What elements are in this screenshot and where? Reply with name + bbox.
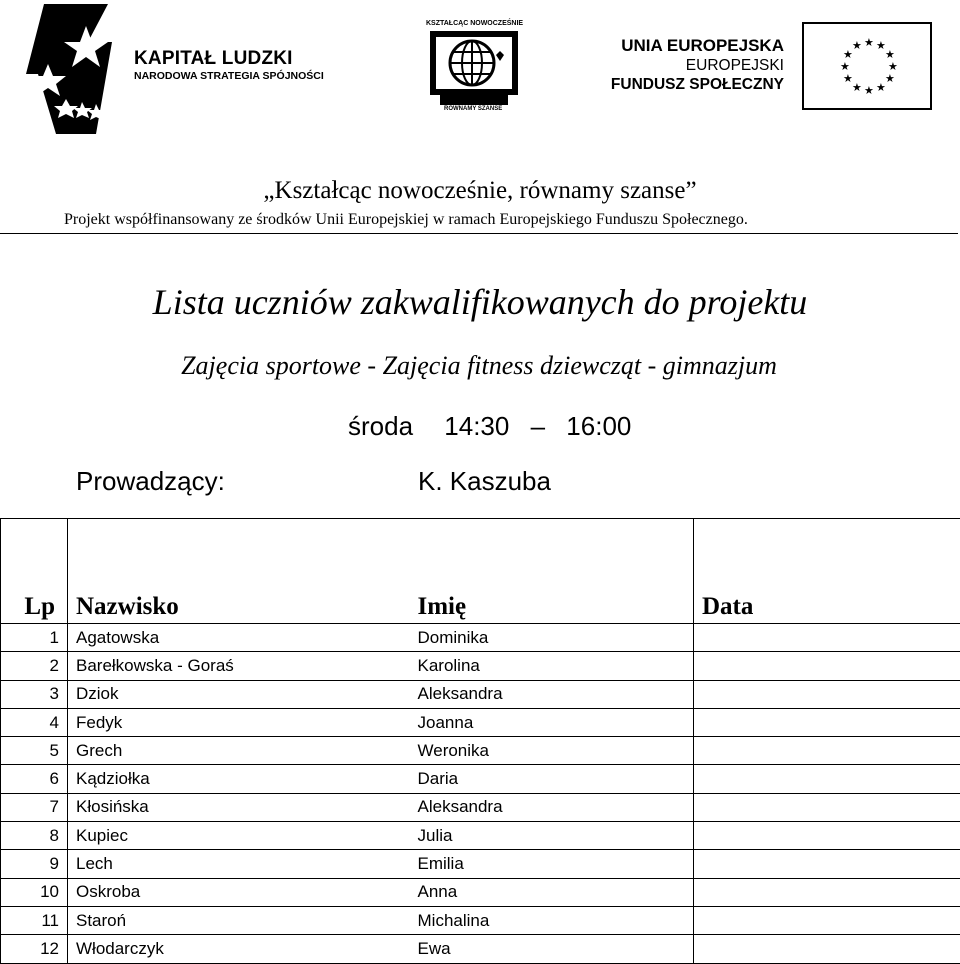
instructor-label: Prowadzący:	[76, 466, 225, 496]
table-row	[1, 793, 960, 821]
row-lp: 1	[1, 624, 68, 652]
svg-text:★: ★	[843, 48, 853, 61]
table-row	[1, 680, 960, 708]
schedule-day: środa	[348, 411, 414, 441]
row-name: Daria	[410, 765, 694, 793]
row-surname: Barełkowska - Goraś	[68, 652, 410, 680]
row-surname: Lech	[68, 850, 410, 878]
row-surname: Grech	[68, 737, 410, 765]
row-date	[694, 765, 960, 793]
row-name: Dominika	[410, 624, 694, 652]
table-row	[1, 652, 960, 680]
row-surname: Kądziołka	[68, 765, 410, 793]
svg-text:★: ★	[843, 72, 853, 85]
header-lp: Lp	[1, 519, 68, 624]
svg-text:★: ★	[864, 84, 874, 97]
row-lp: 5	[1, 737, 68, 765]
row-date	[694, 708, 960, 736]
row-date	[694, 793, 960, 821]
row-name: Emilia	[410, 850, 694, 878]
ksztalcac-nowoczesnie-logo	[424, 20, 524, 116]
row-name: Michalina	[410, 906, 694, 934]
table-row	[1, 822, 960, 850]
row-surname: Staroń	[68, 906, 410, 934]
row-name: Anna	[410, 878, 694, 906]
row-surname: Agatowska	[68, 624, 410, 652]
row-surname: Kupiec	[68, 822, 410, 850]
row-lp: 10	[1, 878, 68, 906]
header-name: Imię	[410, 519, 694, 624]
row-date	[694, 652, 960, 680]
eu-flag-icon	[802, 22, 932, 110]
row-date	[694, 878, 960, 906]
schedule-end: 16:00	[566, 411, 632, 441]
table-row	[1, 708, 960, 736]
kapital-ludzki-logo	[26, 4, 326, 134]
row-date	[694, 822, 960, 850]
svg-text:★: ★	[888, 60, 898, 73]
row-date	[694, 906, 960, 934]
svg-text:★: ★	[840, 60, 850, 73]
svg-text:★: ★	[885, 48, 895, 61]
project-title: „Kształcąc nowocześnie, równamy szanse”	[263, 177, 697, 204]
row-name: Ewa	[410, 935, 694, 963]
table-header-row	[1, 519, 960, 624]
row-surname: Włodarczyk	[68, 935, 410, 963]
row-date	[694, 624, 960, 652]
row-surname: Dziok	[68, 680, 410, 708]
ksztalcac-logo-top-text: KSZTAŁCĄC NOWOCZEŚNIE	[426, 20, 524, 27]
svg-text:★: ★	[852, 81, 862, 94]
svg-text:★: ★	[852, 39, 862, 52]
row-date	[694, 737, 960, 765]
row-name: Aleksandra	[410, 793, 694, 821]
star-logo-icon	[26, 4, 138, 134]
table-body	[1, 624, 960, 964]
ue-line-3: FUNDUSZ SPOŁECZNY	[610, 76, 784, 93]
row-lp: 9	[1, 850, 68, 878]
list-title: Lista uczniów zakwalifikowanych do projektu	[152, 282, 808, 322]
row-name: Karolina	[410, 652, 694, 680]
students-table	[0, 518, 960, 964]
row-name: Aleksandra	[410, 680, 694, 708]
ue-line-1: UNIA EUROPEJSKA	[621, 36, 784, 55]
table-row	[1, 765, 960, 793]
kapital-ludzki-title: KAPITAŁ LUDZKI	[134, 48, 293, 69]
table-row	[1, 624, 960, 652]
svg-text:★: ★	[885, 72, 895, 85]
row-lp: 3	[1, 680, 68, 708]
ue-line-2: EUROPEJSKI	[685, 57, 784, 74]
row-surname: Fedyk	[68, 708, 410, 736]
table-row	[1, 850, 960, 878]
table-row	[1, 878, 960, 906]
monitor-globe-icon	[428, 29, 520, 107]
row-name: Julia	[410, 822, 694, 850]
table-row	[1, 935, 960, 963]
unia-europejska-logo	[600, 22, 940, 114]
row-lp: 2	[1, 652, 68, 680]
row-lp: 7	[1, 793, 68, 821]
schedule	[348, 410, 645, 442]
row-date	[694, 935, 960, 963]
schedule-dash: –	[530, 411, 546, 441]
kapital-ludzki-subtitle: NARODOWA STRATEGIA SPÓJNOŚCI	[134, 70, 324, 82]
table-row	[1, 906, 960, 934]
ksztalcac-logo-bottom-text: RÓWNAMY SZANSE	[444, 106, 503, 112]
row-surname: Kłosińska	[68, 793, 410, 821]
header-divider	[0, 233, 958, 234]
row-surname: Oskroba	[68, 878, 410, 906]
row-date	[694, 680, 960, 708]
svg-text:★: ★	[864, 36, 874, 49]
svg-text:★: ★	[876, 39, 886, 52]
row-name: Weronika	[410, 737, 694, 765]
class-title: Zajęcia sportowe - Zajęcia fitness dziewcząt - gimnazjum	[181, 351, 777, 380]
header-date: Data	[694, 519, 960, 624]
row-lp: 4	[1, 708, 68, 736]
row-lp: 12	[1, 935, 68, 963]
instructor-name: K. Kaszuba	[418, 466, 551, 496]
svg-text:★: ★	[876, 81, 886, 94]
row-lp: 6	[1, 765, 68, 793]
header-surname: Nazwisko	[68, 519, 410, 624]
schedule-start: 14:30	[444, 411, 510, 441]
table-row	[1, 737, 960, 765]
project-subtitle: Projekt współfinansowany ze środków Unii Europejskiej w ramach Europejskiego Funduszu Społecznego.	[64, 211, 748, 228]
row-lp: 8	[1, 822, 68, 850]
row-date	[694, 850, 960, 878]
row-lp: 11	[1, 906, 68, 934]
row-name: Joanna	[410, 708, 694, 736]
